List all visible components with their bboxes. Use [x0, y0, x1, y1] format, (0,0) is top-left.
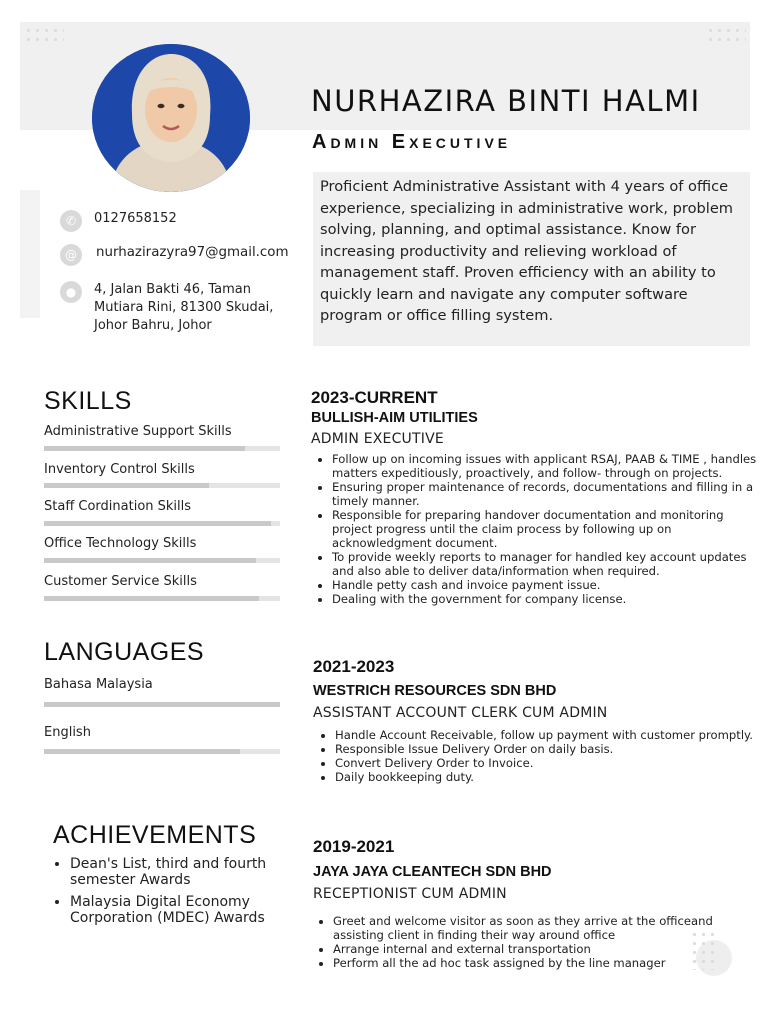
language-bar: [44, 702, 280, 707]
address-line: Johor Bahru, Johor: [94, 318, 212, 333]
email-address[interactable]: nurhazirazyra97@gmail.com: [96, 245, 289, 260]
address: [94, 281, 273, 335]
contact-phone: [60, 210, 177, 232]
duty-item: • To provide weekly reports to manager for handled key account updates and also able to deliver data/information when required.: [332, 550, 762, 578]
profile-portrait-illustration: [92, 44, 250, 192]
duty-item: • Responsible for preparing handover documentation and monitoring project progress until the claim process by following up on acknowledgment document.: [332, 508, 762, 550]
decorative-dots: [690, 930, 720, 970]
language-bar-fill: [44, 702, 280, 707]
achievements-list: [50, 856, 310, 932]
job-company: JAYA JAYA CLEANTECH SDN BHD: [313, 864, 552, 880]
address-line: 4, Jalan Bakti 46, Taman: [94, 282, 251, 297]
candidate-role: [312, 131, 511, 154]
skill-bar-fill: [44, 446, 245, 451]
duty-item: • Responsible Issue Delivery Order on daily basis.: [335, 742, 760, 756]
skill-bar-fill: [44, 483, 209, 488]
languages-heading: LANGUAGES: [44, 638, 205, 666]
job-period: 2019-2021: [313, 837, 395, 856]
skill-bar: [44, 521, 280, 526]
duty-item: • Ensuring proper maintenance of records, documentations and filling in a timely manner.: [332, 480, 762, 508]
duty-item: • Arrange internal and external transportation: [333, 942, 763, 956]
skills-heading: SKILLS: [44, 387, 132, 415]
skill-bar: [44, 596, 280, 601]
profile-photo: [92, 44, 250, 192]
skill-label: Administrative Support Skills: [44, 424, 232, 439]
phone-number: 0127658152: [94, 211, 177, 226]
job-company: BULLISH-AIM UTILITIES: [311, 410, 478, 426]
language-label: English: [44, 725, 91, 740]
duty-item: • Dealing with the government for company license.: [332, 592, 762, 606]
job-title: ASSISTANT ACCOUNT CLERK CUM ADMIN: [313, 705, 608, 721]
decorative-dots: [24, 26, 64, 44]
skill-bar: [44, 483, 280, 488]
duty-item: • Follow up on incoming issues with applicant RSAJ, PAAB & TIME , handles matters expeditiously, proactively, and follow- through on projects.: [332, 452, 762, 480]
language-bar-fill: [44, 749, 240, 754]
duty-item: • Greet and welcome visitor as soon as they arrive at the officeand assisting client in finding their way around office: [333, 914, 763, 942]
skill-label: Inventory Control Skills: [44, 462, 195, 477]
phone-icon: ✆: [60, 210, 82, 232]
language-label: Bahasa Malaysia: [44, 677, 153, 692]
job-duties: [314, 452, 762, 606]
contact-address: [60, 281, 273, 335]
skill-bar-fill: [44, 521, 271, 526]
duty-item: • Convert Delivery Order to Invoice.: [335, 756, 760, 770]
duty-item: • Daily bookkeeping duty.: [335, 770, 760, 784]
job-period: 2021-2023: [313, 657, 395, 676]
profile-summary: Proficient Administrative Assistant with 4 years of office experience, specializing in administrative work, problem solving, planning, and optimal assistance. Know for increasing productivity and relieving workload of management staff. Proven efficiency with an ability to quickly learn and navigate any computer software program or office filling system.: [320, 178, 734, 324]
achievements-heading: ACHIEVEMENTS: [53, 821, 257, 849]
skill-bar: [44, 446, 280, 451]
skill-label: Staff Cordination Skills: [44, 499, 192, 514]
skill-label: Office Technology Skills: [44, 536, 197, 551]
sidebar-accent: [20, 190, 40, 318]
job-company: WESTRICH RESOURCES SDN BHD: [313, 683, 557, 699]
duty-item: • Handle Account Receivable, follow up payment with customer promptly.: [335, 728, 760, 742]
skill-bar: [44, 558, 280, 563]
job-period: 2023-CURRENT: [311, 388, 438, 407]
job-title: RECEPTIONIST CUM ADMIN: [313, 886, 507, 902]
language-bar: [44, 749, 280, 754]
candidate-name: NURHAZIRA BINTI HALMI: [311, 84, 701, 118]
contact-email: [60, 244, 289, 266]
skill-bar-fill: [44, 596, 259, 601]
job-title: ADMIN EXECUTIVE: [311, 431, 444, 447]
job-duties: [317, 728, 760, 784]
achievement-item: • Dean's List, third and fourth semester Awards: [70, 856, 310, 888]
achievement-item: • Malaysia Digital Economy Corporation (MDEC) Awards: [70, 894, 310, 926]
decorative-dots: [706, 26, 746, 44]
location-pin-icon: ●: [60, 281, 82, 303]
candidate-role-text: Admin Executive: [312, 131, 512, 153]
skill-bar-fill: [44, 558, 256, 563]
duty-item: • Perform all the ad hoc task assigned by the line manager: [333, 956, 763, 970]
address-line: Mutiara Rini, 81300 Skudai,: [94, 300, 274, 315]
at-sign-icon: @: [60, 244, 82, 266]
duty-item: • Handle petty cash and invoice payment issue.: [332, 578, 762, 592]
skill-label: Customer Service Skills: [44, 574, 197, 589]
